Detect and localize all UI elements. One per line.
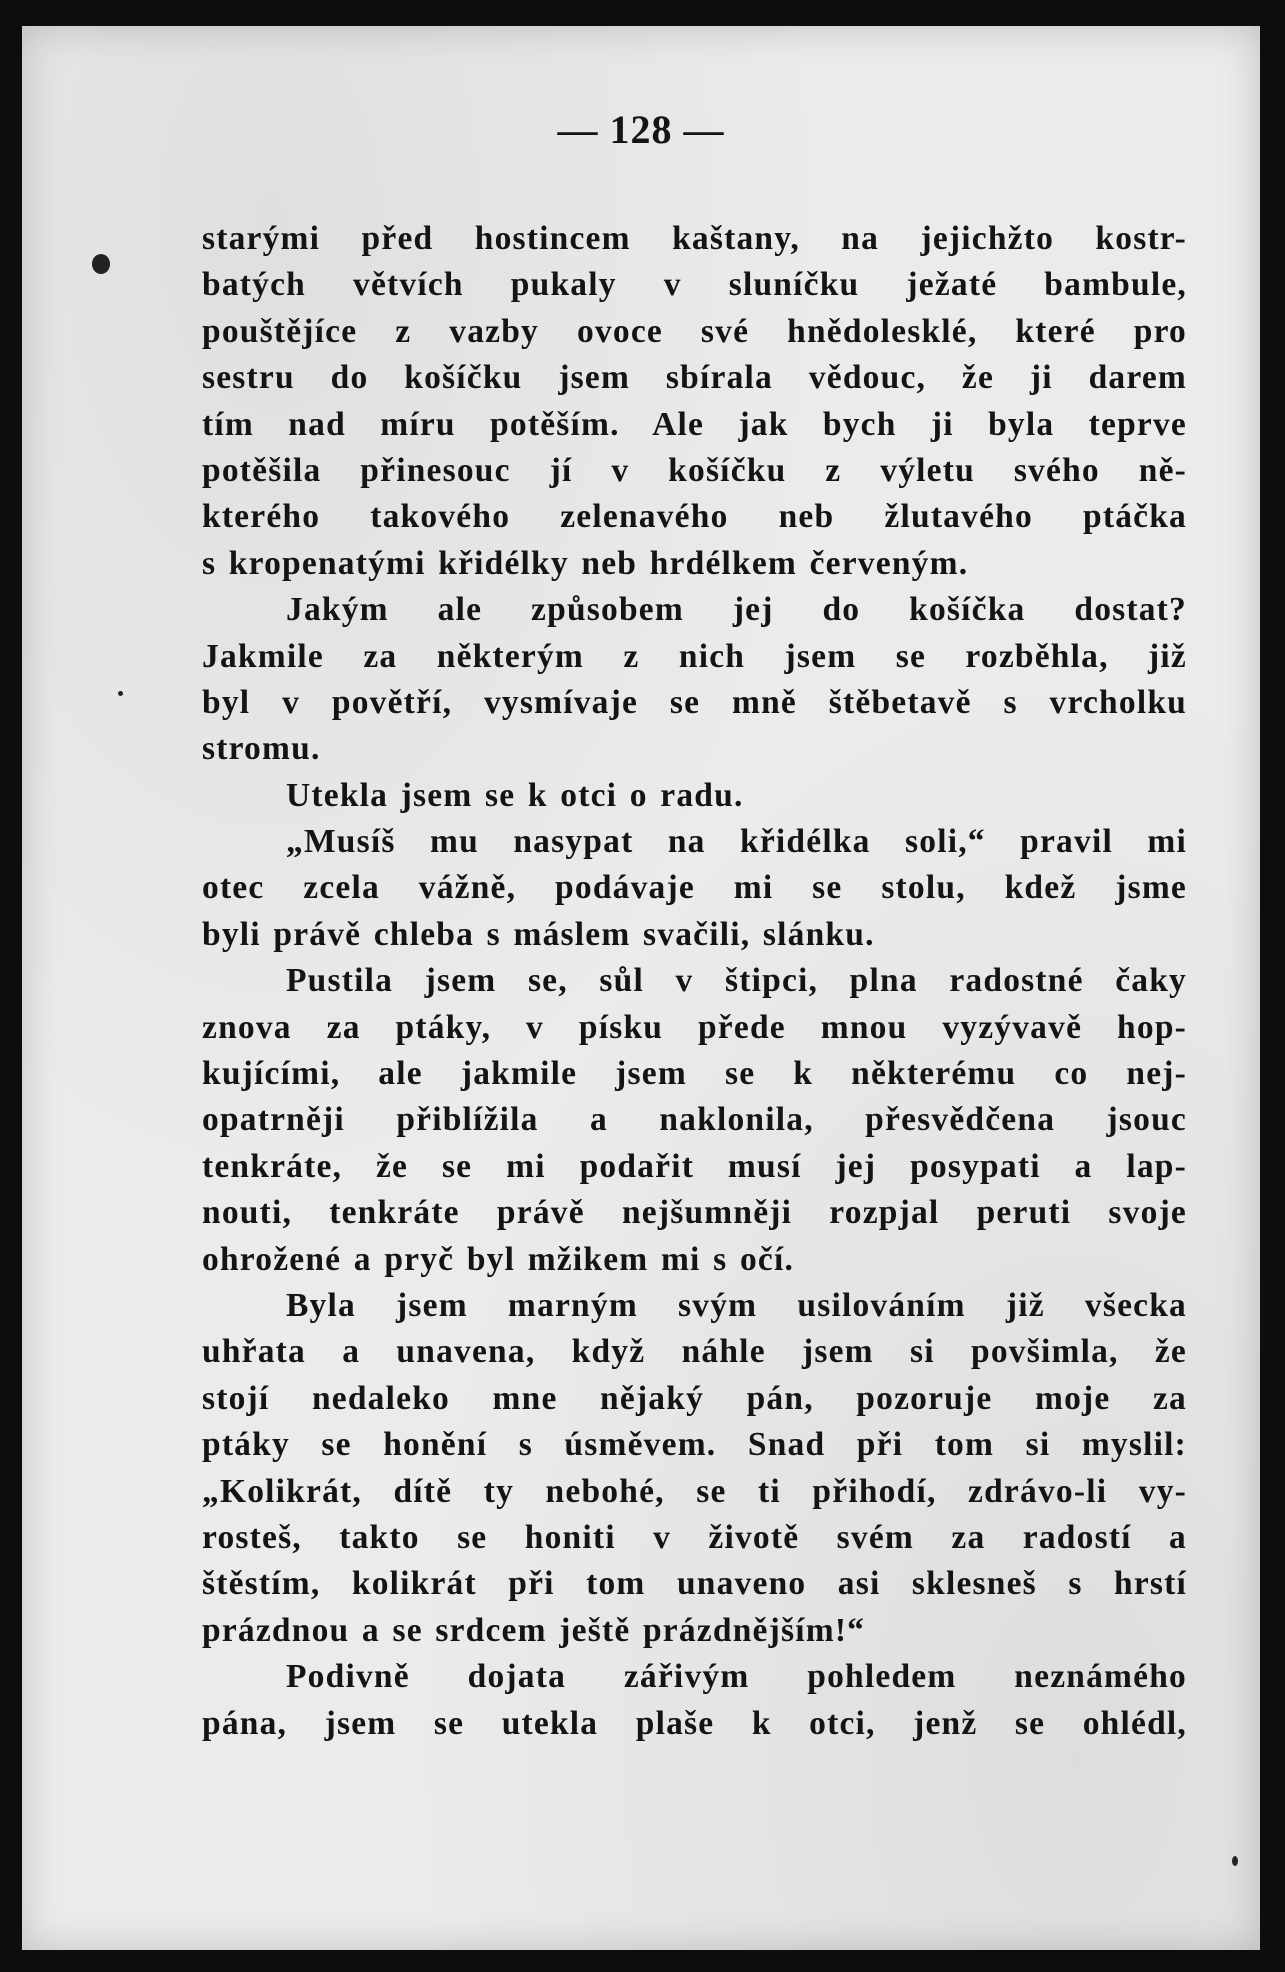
text-line: Utekla jsem se k otci o radu. bbox=[286, 776, 744, 814]
text-line: s kropenatými křidélky neb hrdélkem červeným. bbox=[202, 544, 969, 582]
text-line: stojí nedaleko mne nějaký pán, pozoruje moje za bbox=[202, 1379, 1187, 1417]
text-line: ohrožené a pryč byl mžikem mi s očí. bbox=[202, 1240, 795, 1278]
text-line: tenkráte, že se mi podařit musí jej posypati a lap- bbox=[202, 1147, 1187, 1185]
text-line: Podivně dojata zářivým pohledem neznámého bbox=[286, 1658, 1187, 1696]
text-line: kujícími, ale jakmile jsem se k některému co nej- bbox=[202, 1055, 1187, 1093]
text-line: Pustila jsem se, sůl v štipci, plna radostné čaky bbox=[286, 962, 1187, 1000]
text-line: sestru do košíčku jsem sbírala vědouc, že ji darem bbox=[202, 359, 1187, 397]
text-line: štěstím, kolikrát při tom unaveno asi sklesneš s hrstí bbox=[202, 1565, 1187, 1603]
text-line: starými před hostincem kaštany, na jejichžto kostr- bbox=[202, 220, 1187, 257]
text-line: rosteš, takto se honiti v životě svém za radostí a bbox=[202, 1518, 1187, 1556]
text-line: Byla jsem marným svým usilováním již všecka bbox=[286, 1286, 1187, 1324]
text-line: batých větvích pukaly v sluníčku ježaté bambule, bbox=[202, 266, 1187, 304]
text-line: „Musíš mu nasypat na křidélka soli,“ pravil mi bbox=[286, 823, 1187, 861]
scan-speck bbox=[118, 691, 123, 696]
scan-speck bbox=[1232, 1856, 1238, 1866]
text-line: znova za ptáky, v písku přede mnou vyzývavě hop- bbox=[202, 1008, 1187, 1046]
text-line: prázdnou a se srdcem ještě prázdnějším!“ bbox=[202, 1611, 866, 1649]
text-line: Jakmile za některým z nich jsem se rozběhla, již bbox=[202, 637, 1187, 675]
text-line: pána, jsem se utekla plaše k otci, jenž se ohlédl, bbox=[202, 1704, 1187, 1742]
scan-speck bbox=[92, 254, 110, 274]
text-line: „Kolikrát, dítě ty nebohé, se ti přihodí, zdrávo-li vy- bbox=[202, 1472, 1187, 1510]
text-line: ptáky se honění s úsměvem. Snad při tom si myslil: bbox=[202, 1426, 1187, 1464]
text-line: stromu. bbox=[202, 730, 321, 768]
text-line: byli právě chleba s máslem svačili, slánku. bbox=[202, 915, 875, 953]
body-text bbox=[202, 216, 1187, 1747]
text-line: otec zcela vážně, podávaje mi se stolu, kdež jsme bbox=[202, 869, 1187, 907]
text-line: opatrněji přiblížila a naklonila, přesvědčena jsouc bbox=[202, 1101, 1187, 1139]
text-line: nouti, tenkráte právě nejšumněji rozpjal peruti svoje bbox=[202, 1194, 1187, 1232]
text-line: uhřata a unavena, když náhle jsem si povšimla, že bbox=[202, 1333, 1187, 1371]
text-line: Jakým ale způsobem jej do košíčka dostat? bbox=[286, 591, 1187, 629]
text-line: byl v povětří, vysmívaje se mně štěbetavě s vrcholku bbox=[202, 683, 1187, 721]
text-line: pouštějíce z vazby ovoce své hnědolesklé, které pro bbox=[202, 312, 1187, 350]
text-line: tím nad míru potěším. Ale jak bych ji byla teprve bbox=[202, 405, 1187, 443]
text-line: potěšila přinesouc jí v košíčku z výletu svého ně- bbox=[202, 451, 1187, 489]
text-line: kterého takového zelenavého neb žlutavého ptáčka bbox=[202, 498, 1187, 536]
book-page bbox=[22, 26, 1260, 1950]
page-number: — 128 — bbox=[557, 107, 725, 152]
